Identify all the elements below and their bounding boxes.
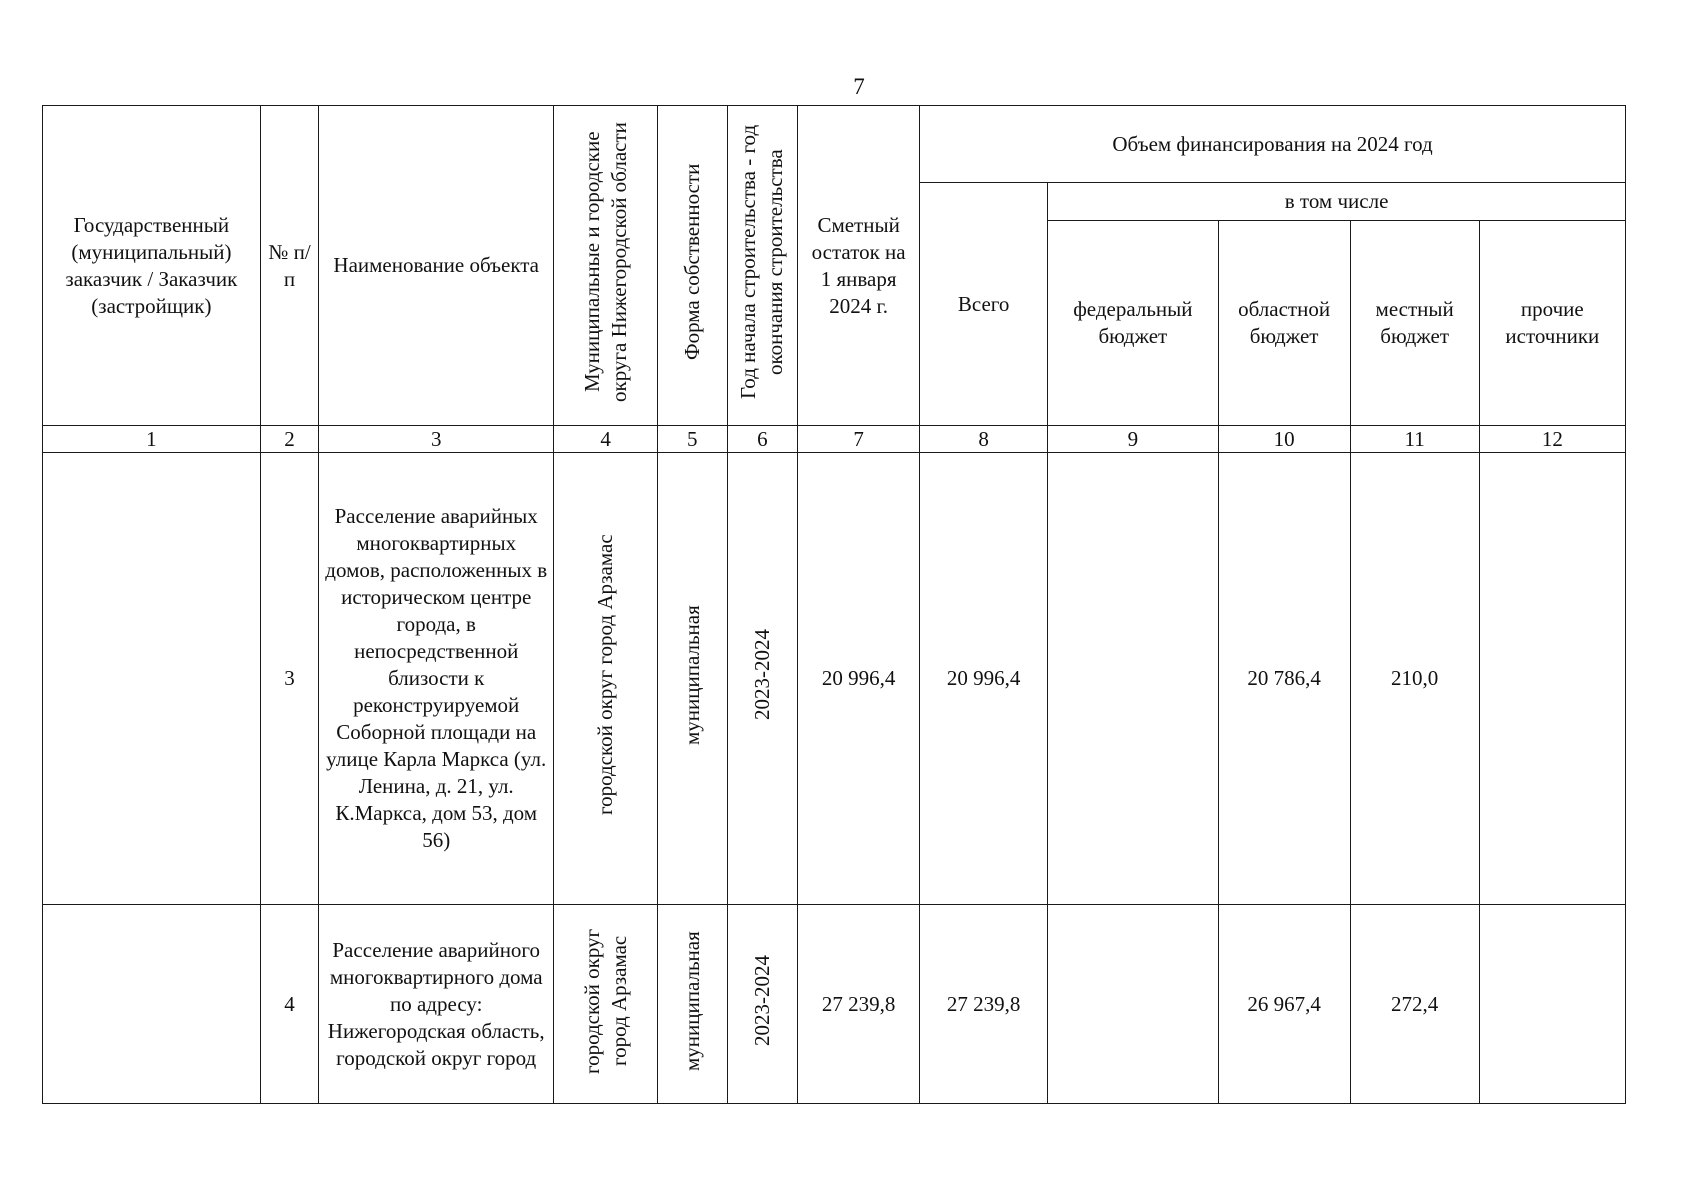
header-years-text: Год начала строительства - год окончания строительства — [736, 124, 788, 400]
cell-federal — [1048, 453, 1218, 905]
cell-ownership — [658, 905, 728, 1104]
ownership-text: муниципальная — [679, 930, 704, 1071]
header-financing: Объем финансирования на 2024 год — [920, 106, 1626, 183]
cell-total: 27 239,8 — [920, 905, 1048, 1104]
column-number: 1 — [43, 426, 261, 453]
column-number: 9 — [1048, 426, 1218, 453]
cell-ownership — [658, 453, 728, 905]
column-number: 10 — [1218, 426, 1350, 453]
header-ownership — [658, 106, 728, 426]
years-text: 2023-2024 — [749, 955, 774, 1046]
cell-customer — [43, 905, 261, 1104]
cell-regional: 26 967,4 — [1218, 905, 1350, 1104]
header-municipality — [554, 106, 658, 426]
column-number: 4 — [554, 426, 658, 453]
cell-federal — [1048, 905, 1218, 1104]
column-number: 11 — [1350, 426, 1479, 453]
cell-regional: 20 786,4 — [1218, 453, 1350, 905]
column-number: 5 — [658, 426, 728, 453]
header-row-1 — [43, 106, 1626, 183]
cell-other — [1479, 905, 1625, 1104]
cell-total: 20 996,4 — [920, 453, 1048, 905]
cell-years — [727, 905, 798, 1104]
cell-number: 4 — [260, 905, 318, 1104]
cell-local: 210,0 — [1350, 453, 1479, 905]
cell-years — [727, 453, 798, 905]
header-object-name: Наименование объекта — [319, 106, 554, 426]
header-other: прочие источники — [1479, 221, 1625, 426]
cell-customer — [43, 453, 261, 905]
cell-local: 272,4 — [1350, 905, 1479, 1104]
cell-municipality — [554, 905, 658, 1104]
construction-financing-table — [42, 105, 1626, 1104]
cell-number: 3 — [260, 453, 318, 905]
header-ownership-text: Форма собственности — [679, 163, 704, 361]
object-name-text: Расселение аварийного многоквартирного дома по адресу: Нижегородская область, городской округ город — [327, 937, 545, 1070]
table-row — [43, 905, 1626, 1104]
municipality-text: городской округ город Арзамас — [579, 927, 631, 1074]
header-customer: Государственный (муниципальный) заказчик / Заказчик (застройщик) — [43, 106, 261, 426]
cell-object-name — [319, 905, 554, 1104]
cell-other — [1479, 453, 1625, 905]
cell-estimate: 20 996,4 — [798, 453, 920, 905]
header-estimate: Сметный остаток на 1 января 2024 г. — [798, 106, 920, 426]
cell-object-name — [319, 453, 554, 905]
header-number: № п/п — [260, 106, 318, 426]
column-number: 12 — [1479, 426, 1625, 453]
header-including: в том числе — [1048, 183, 1626, 221]
header-federal: федеральный бюджет — [1048, 221, 1218, 426]
column-number-row — [43, 426, 1626, 453]
column-number: 6 — [727, 426, 798, 453]
ownership-text: муниципальная — [679, 605, 704, 745]
municipality-text: городской округ город Арзамас — [593, 534, 618, 816]
header-total: Всего — [920, 183, 1048, 426]
page-number: 7 — [853, 74, 865, 99]
header-local: местный бюджет — [1350, 221, 1479, 426]
column-number: 3 — [319, 426, 554, 453]
object-name-text: Расселение аварийных многоквартирных домов, расположенных в историческом центре города, в непосредственной близости к реконструируемой Соборной площади на улице Карла Маркса (ул. Ленина, д. 21, ул. К.Маркса, дом 53, дом 56) — [325, 504, 548, 852]
column-number: 2 — [260, 426, 318, 453]
cell-estimate: 27 239,8 — [798, 905, 920, 1104]
years-text: 2023-2024 — [749, 629, 774, 721]
column-number: 7 — [798, 426, 920, 453]
header-municipality-text: Муниципальные и городские округа Нижегородской области — [579, 122, 631, 402]
header-years — [727, 106, 798, 426]
header-regional: областной бюджет — [1218, 221, 1350, 426]
table-row — [43, 453, 1626, 905]
column-number: 8 — [920, 426, 1048, 453]
cell-municipality — [554, 453, 658, 905]
